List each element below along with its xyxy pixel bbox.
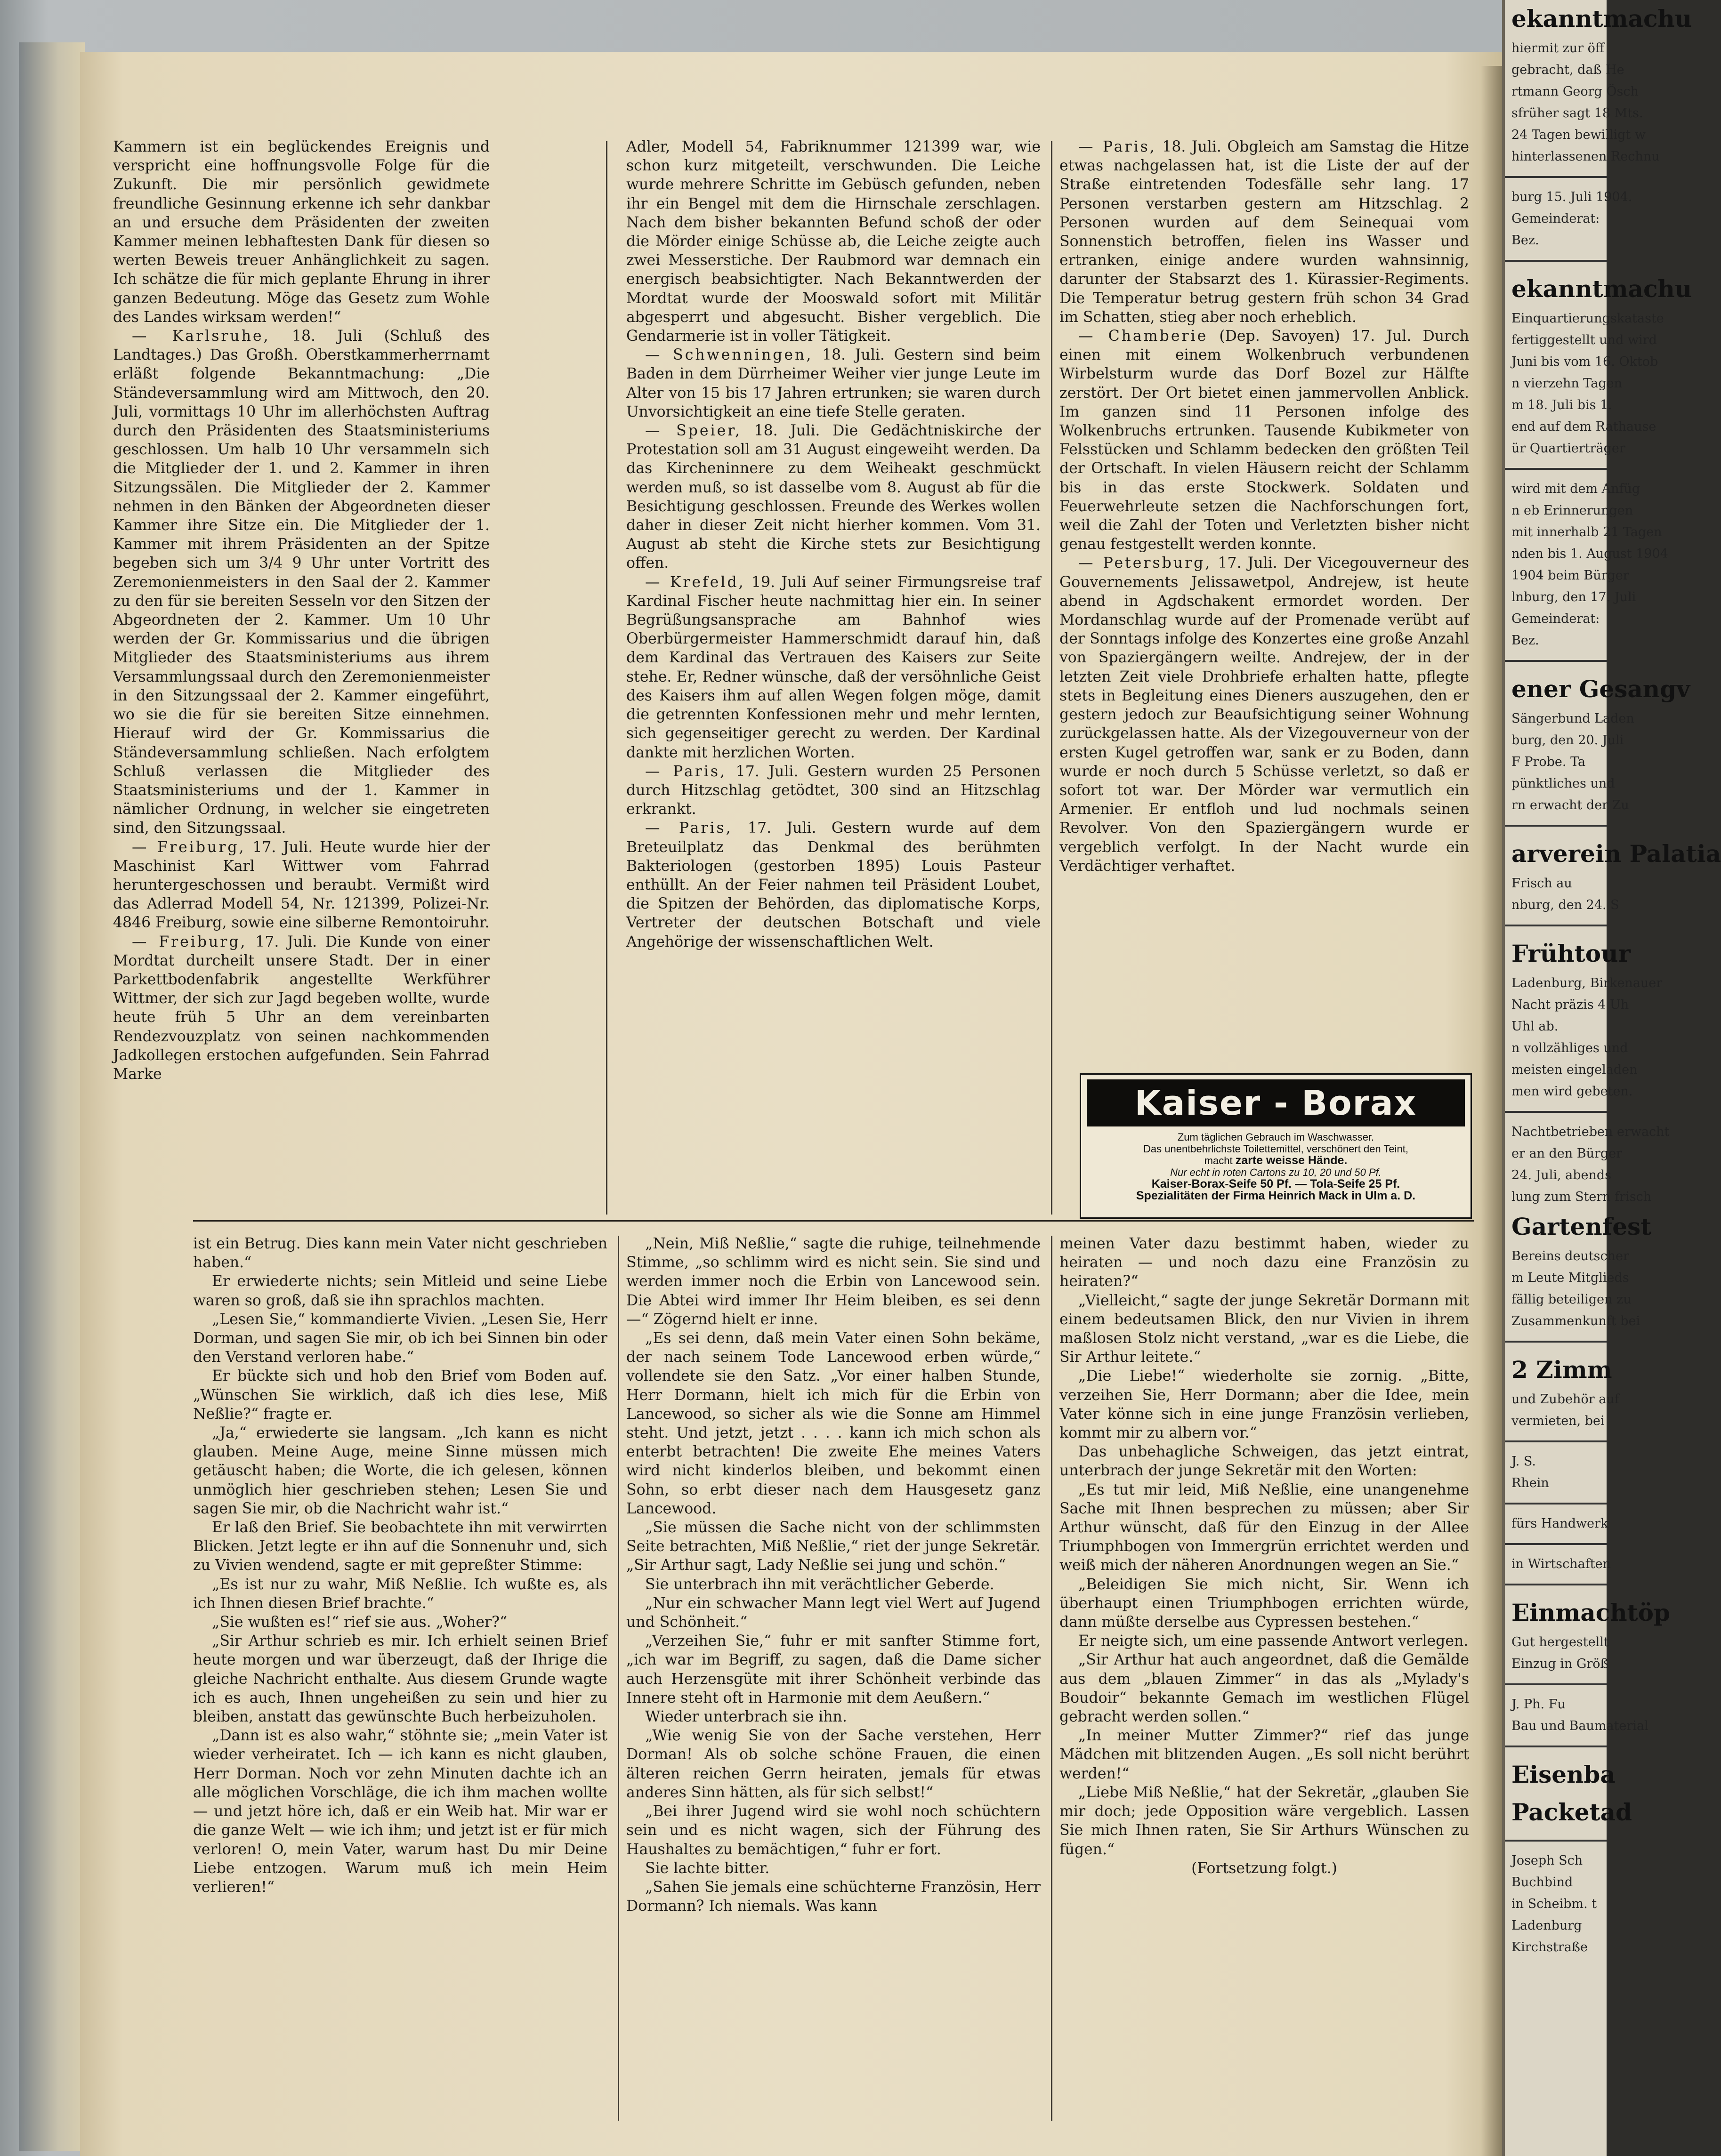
edge-fragment: ekanntmachu <box>1511 275 1692 303</box>
edge-fragment: Einmachtöp <box>1511 1599 1670 1626</box>
edge-rule <box>1505 1746 1607 1747</box>
edge-fragment: Packetad <box>1511 1798 1632 1826</box>
page-fold-shadow <box>1481 66 1502 2156</box>
paragraph-text: 18. Juli. Gestern sind beim Baden in dem Dürrheimer Weiher vier junge Leute im Alter von 15 bis 17 Jahren ertrunken; sie waren durch Unvorsichtigkeit an eine tiefe Stelle geraten. <box>626 346 1041 420</box>
edge-fragment: Bau und Baumaterial <box>1511 1719 1648 1733</box>
edge-fragment: burg, den 20. Juli <box>1511 733 1624 748</box>
edge-fragment: Uhl ab. <box>1511 1019 1559 1034</box>
edge-rule <box>1505 468 1607 470</box>
edge-fragment: ekanntmachu <box>1511 5 1692 32</box>
edge-fragment: in Scheibm. t <box>1511 1897 1597 1911</box>
paragraph <box>626 1878 1041 1915</box>
paragraph <box>626 762 1041 819</box>
edge-fragment: wird mit dem Anfüg <box>1511 482 1640 496</box>
paragraph-text: „Sir Arthur hat auch angeordnet, daß die Gemälde aus dem „blauen Zimmer“ in das als „Mylady's Boudoir“ bekannte Gemach im westlichen Flügel gebracht werden sollen.“ <box>1059 1651 1469 1726</box>
paragraph-text: 17. Juli. Heute wurde hier der Maschinist Karl Wittwer vom Fahrrad heruntergeschossen und beraubt. Vermißt wird das Adlerrad Modell 54, Nr. 121399, Polizei-Nr. 4846 Freiburg, sowie eine silberne Remontoiruhr. <box>113 838 490 932</box>
dateline: — Paris, <box>645 820 733 837</box>
edge-fragment: n vierzehn Tagen <box>1511 376 1622 391</box>
edge-fragment: fürs Handwerk <box>1511 1516 1608 1531</box>
edge-fragment: hiermit zur öff <box>1511 41 1605 56</box>
paragraph <box>1059 1859 1469 1878</box>
paragraph <box>1059 327 1469 554</box>
paragraph-text: „Sir Arthur schrieb es mir. Ich erhielt seinen Brief heute morgen und war überzeugt, daß der Ihrige die gleiche Nachricht enthalte. Aus diesem Grunde wagte ich es auch, Ihnen ungeheißen zu sein und hier zu bleiben, anstatt das gewünschte Buch herbeizuholen. <box>193 1633 607 1726</box>
edge-rule <box>1505 1503 1607 1504</box>
ad-line: macht zarte weisse Hände. <box>1204 1154 1348 1167</box>
paragraph-text: Sie lachte bitter. <box>645 1859 770 1877</box>
paragraph-text: Das unbehagliche Schweigen, das jetzt eintrat, unterbrach der junge Sekretär mit den Worten: <box>1059 1443 1469 1480</box>
paragraph-text: „Liebe Miß Neßlie,“ hat der Sekretär, „glauben Sie mir doch; jede Opposition wäre vergeblich. Lassen Sie mich Ihnen raten, Sie Sir Arthurs Wünschen zu fügen.“ <box>1059 1784 1469 1858</box>
paragraph <box>626 421 1041 573</box>
paragraph-text: Er laß den Brief. Sie beobachtete ihn mit verwirrten Blicken. Jetzt legte er ihn auf die Sonnenuhr und, sich zu Vivien wendend, sagte er mit gepreßter Stimme: <box>193 1519 607 1574</box>
paragraph-text: Wieder unterbrach sie ihn. <box>645 1708 847 1726</box>
paragraph <box>1059 1442 1469 1480</box>
paragraph <box>626 1726 1041 1802</box>
edge-fragment: n vollzähliges und <box>1511 1041 1628 1055</box>
paragraph-text: „Lesen Sie,“ kommandierte Vivien. „Lesen Sie, Herr Dorman, und sagen Sie mir, ob ich bei Sinnen bin oder den Verstand verloren habe.“ <box>193 1311 607 1366</box>
paragraph <box>626 1707 1041 1726</box>
edge-fragment: Ladenburg, Birkenauer <box>1511 976 1663 990</box>
paragraph-text: 18. Juli. Die Gedächtniskirche der Protestation soll am 31 August eingeweiht werden. Da das Kircheninnere zu dem Weiheakt geschmückt werden muß, so ist dasselbe vom 8. August ab für die Besichtigung geschlossen. Freunde des Werkes wollen daher in dieser Zeit nicht hierher kommen. Vom 31. August ab steht die Kirche stets zur Besichtigung offen. <box>626 422 1041 572</box>
edge-fragment: Buchbind <box>1511 1875 1573 1890</box>
paragraph-text: 17. Juli. Gestern wurden 25 Personen durch Hitzschlag getödtet, 300 sind an Hitzschlag erkrankt. <box>626 763 1041 818</box>
paragraph <box>626 1329 1041 1518</box>
paragraph <box>626 573 1041 762</box>
edge-fragment: gebracht, daß He <box>1511 63 1624 77</box>
edge-fragment: Gemeinderat: <box>1511 611 1600 626</box>
edge-fragment: vermieten, bei <box>1511 1414 1605 1428</box>
paragraph <box>1059 1367 1469 1442</box>
paragraph-text: Adler, Modell 54, Fabriknummer 121399 war, wie schon kurz mitgeteilt, verschwunden. Die Leiche wurde mehrere Schritte im Gebüsch gefunden, neben ihr ein Bengel mit dem die Hirnschale zerschlagen. Nach dem bisher bekannten Befund schoß der oder die Mörder einige Schüsse ab, die Leiche zeigte auch zwei Messerstiche. Der Raubmord war demnach ein energisch beabsichtigter. Nach Bekanntwerden der Mordtat wurde der Mooswald sofort mit Militär abgesperrt und abgesucht. Bisher vergeblich. Die Gendarmerie ist in voller Tätigkeit. <box>626 138 1041 345</box>
ad-line: Spezialitäten der Firma Heinrich Mack in Ulm a. D. <box>1136 1189 1416 1202</box>
dateline: — Krefeld, <box>645 573 745 591</box>
paragraph <box>626 1594 1041 1632</box>
paragraph <box>113 137 490 327</box>
edge-fragment: J. Ph. Fu <box>1511 1697 1566 1712</box>
edge-fragment: Kirchstraße <box>1511 1940 1588 1955</box>
edge-fragment: Frühtour <box>1511 940 1631 967</box>
paragraph <box>1059 1234 1469 1291</box>
paragraph-text: „Es sei denn, daß mein Vater einen Sohn bekäme, der nach seinem Tode Lancewood erben würde,“ vollendete sie den Satz. „Vor einer halben Stunde, Herr Dormann, hielt ich mich für die Erbin von Lancewood, so sicher als wie die Sonne am Himmel steht. Und jetzt, jetzt . . . . kann ich mich schon als enterbt betrachten! Die zweite Ehe meines Vaters wird nicht kinderlos bleiben, und bekommt einen Sohn, so erbt dieser nach dem Hausgesetz ganz Lancewood. <box>626 1330 1041 1517</box>
edge-rule <box>1505 176 1607 178</box>
paragraph-text: meinen Vater dazu bestimmt haben, wieder zu heiraten — und noch dazu eine Französin zu heiraten?“ <box>1059 1235 1469 1290</box>
edge-fragment: Joseph Sch <box>1511 1853 1583 1868</box>
paragraph <box>626 1518 1041 1575</box>
paragraph-text: 19. Juli Auf seiner Firmungsreise traf Kardinal Fischer heute nachmittag hier ein. In seiner Begrüßungsansprache am Bahnhof wies Oberbürgermeister Hammerschmidt darauf hin, daß dem Kardinal das Vertrauen des Kaisers zur Seite stehe. Er, Redner wünsche, daß der versöhnliche Geist des Kaisers ihm auf allen Wegen folgen möge, damit die getrennten Konfessionen mehr und mehr lernten, sich gegenseitiger gerecht zu werden. Der Kardinal dankte mit herzlichen Worten. <box>626 573 1041 761</box>
edge-fragment: pünktliches und <box>1511 776 1615 791</box>
paragraph-text: 17. Juli. Der Vicegouverneur des Gouvernements Jelissawetpol, Andrejew, ist heute abend in Agdschakent ermordet worden. Der Mordanschlag wurde auf der Promenade verübt auf der Sonntags infolge des Konzertes eine große Anzahl von Spaziergängern weilte. Andrejew, der in der letzten Zeit viele Drohbriefe erhalten hatte, pflegte stets in Begleitung eines Dieners auszugehen, den er gestern jedoch zur Beaufsichtigung seiner Wohnung zurückgelassen hatte. Als der Vizegouverneur von der ersten Kugel getroffen war, sank er zu Boden, dann wurde er noch durch 5 Schüsse verletzt, so daß er sofort tot war. Der Mörder war vermutlich ein Armenier. Er entfloh und lud nochmals seinen Revolver. Von den Spaziergängern wurde er vergeblich verfolgt. In der Nacht wurde ein Verdächtiger verhaftet. <box>1059 555 1469 875</box>
edge-rule <box>1505 1440 1607 1442</box>
edge-fragment: 2 Zimm <box>1511 1356 1612 1384</box>
serial-column-3 <box>1059 1234 1469 1878</box>
edge-fragment: m 18. Juli bis 1. <box>1511 398 1612 412</box>
paragraph <box>193 1726 607 1897</box>
edge-fragment: Rhein <box>1511 1476 1549 1490</box>
paragraph-text: (Fortsetzung folgt.) <box>1191 1859 1337 1877</box>
paragraph <box>1059 1575 1469 1632</box>
column-divider <box>1051 1236 1052 2121</box>
edge-rule <box>1505 1111 1607 1113</box>
edge-fragment: 1904 beim Bürger <box>1511 568 1629 583</box>
edge-fragment: Einzug in Größ <box>1511 1657 1609 1671</box>
edge-fragment: end auf dem Rathause <box>1511 419 1656 434</box>
paragraph-text: „Sahen Sie jemals eine schüchterne Französin, Herr Dormann? Ich niemals. Was kann <box>626 1878 1041 1915</box>
paragraph-text: „Die Liebe!“ wiederholte sie zornig. „Bitte, verzeihen Sie, Herr Dormann; aber die Idee, mein Vater könne sich in eine junge Französin verlieben, kommt mir zu albern vor.“ <box>1059 1368 1469 1442</box>
edge-fragment: m Leute Mitglieds <box>1511 1271 1629 1285</box>
edge-fragment: Juni bis vom 16. Oktob <box>1511 354 1658 369</box>
paragraph-text: 18. Juli (Schluß des Landtages.) Das Großh. Oberstkammerherrnamt erläßt folgende Bekanntmachung: „Die Ständeversammlung wird am Mittwoch, den 20. Juli, vormittags 10 Uhr im allerhöchsten Auftrag durch den Präsidenten des Staatsministeriums geschlossen. Um halb 10 Uhr versammeln sich die Mitglieder der 1. und 2. Kammer in ihren Sitzungssälen. Die Mitglieder der 2. Kammer nehmen in den Bänken der Abgeordneten dieser Kammer ihre Sitze ein. Die Mitglieder der 1. Kammer mit ihrem Präsidenten an der Spitze begeben sich um 3/4 9 Uhr unter Vortritt des Zeremonienmeisters in den Saal der 2. Kammer zu den für sie bereiten Sesseln vor den Sitzen der Abgeordneten der 2. Kammer. Um 10 Uhr werden der Gr. Kommissarius und die übrigen Mitglieder des Staatsministeriums aus ihrem Versammlungssaal durch den Zeremonienmeister in den Sitzungssaal der 2. Kammer eingeführt, wo sie die für sie bereiten Sitze einnehmen. Hierauf wird der Gr. Kommissarius die Ständeversammlung schließen. Nach erfolgtem Schluß verlassen die Mitglieder des Staatsministeriums und der 1. Kammer in nämlicher Ordnung, in welcher sie eingetreten sind, den Sitzungssaal. <box>113 328 490 837</box>
paragraph <box>113 933 490 1084</box>
edge-fragment: fällig beteiligen zu <box>1511 1292 1632 1307</box>
paragraph <box>626 819 1041 951</box>
edge-fragment: in Wirtschaften <box>1511 1557 1611 1571</box>
paragraph-text: 17. Juli. Gestern wurde auf dem Breteuilplatz das Denkmal des berühmten Bakteriologen (gestorben 1895) Louis Pasteur enthüllt. An der Feier nahmen teil Präsident Loubet, die Spitzen der Behörden, das diplomatische Korps, Vertreter der deutschen Botschaft und viele Angehörige der wissenschaftlichen Welt. <box>626 820 1041 950</box>
edge-fragment: n eb Erinnerungen <box>1511 503 1633 518</box>
edge-rule <box>1505 1341 1607 1343</box>
edge-fragment: Frisch au <box>1511 876 1572 891</box>
paragraph-text: „Nein, Miß Neßlie,“ sagte die ruhige, teilnehmende Stimme, „so schlimm wird es nicht sein. Sie sind und werden immer noch die Erbin von Lancewood sein. Die Abtei wird immer Ihr Heim bleiben, es sei denn —“ Zögernd hielt er inne. <box>626 1235 1041 1328</box>
paragraph-text: Er neigte sich, um eine passende Antwort verlegen. <box>1078 1633 1469 1650</box>
edge-fragment: rtmann Georg Ösch <box>1511 84 1639 99</box>
edge-fragment: lung zum Stern frisch <box>1511 1190 1652 1204</box>
paragraph-text: Er bückte sich und hob den Brief vom Boden auf. „Wünschen Sie wirklich, daß ich dies lese, Miß Neßlie?“ fragte er. <box>193 1368 607 1423</box>
edge-rule <box>1505 825 1607 827</box>
edge-fragment: Eisenba <box>1511 1761 1616 1788</box>
paragraph <box>1059 1632 1469 1650</box>
edge-rule <box>1505 1584 1607 1585</box>
paragraph-text: „Verzeihen Sie,“ fuhr er mit sanfter Stimme fort, „ich war im Begriff, zu sagen, daß die Dame sicher auch Herzensgüte mit ihrer Schönheit verbinde das Innere steht oft in Harmonie mit dem Aeußern.“ <box>626 1633 1041 1706</box>
paragraph <box>626 137 1041 346</box>
edge-fragment: und Zubehör auf <box>1511 1392 1619 1407</box>
dateline: — Schwenningen, <box>645 346 813 364</box>
adjacent-page-edge <box>1502 0 1721 2156</box>
edge-rule <box>1505 925 1607 926</box>
paragraph <box>1059 1783 1469 1859</box>
paragraph <box>113 327 490 837</box>
edge-fragment: rn erwacht der Zu <box>1511 798 1629 813</box>
news-column-2 <box>626 137 1041 951</box>
edge-fragment: nden bis 1. August 1904 <box>1511 547 1668 561</box>
paragraph <box>193 1632 607 1726</box>
paragraph-text: Kammern ist ein beglückendes Ereignis und verspricht eine hoffnungsvolle Folge für die Zukunft. Die mir persönlich gewidmete freundliche Gesinnung erkenne ich sehr dankbar an und ersuche dem Präsidenten der zweiten Kammer meinen lebhaftesten Dank für diesen so werten Beweis treuer Anhänglichkeit zu sagen. Ich schätze die für mich geplante Ehrung in ihrer ganzen Bedeutung. Möge das Gesetz zum Wohle des Landes wirksam werden!“ <box>113 138 490 326</box>
edge-fragment: 24. Juli, abends <box>1511 1168 1612 1183</box>
paragraph <box>193 1424 607 1518</box>
edge-fragment: Nachtbetrieben erwacht <box>1511 1125 1670 1139</box>
edge-fragment: mit innerhalb 21 Tagen <box>1511 525 1662 539</box>
edge-fragment: arverein Palatia <box>1511 840 1721 868</box>
paragraph <box>626 1234 1041 1329</box>
paragraph-text: „Dann ist es also wahr,“ stöhnte sie; „mein Vater ist wieder verheiratet. Ich — ich kann es nicht glauben, Herr Dorman. Noch vor zehn Minuten dachte ich an alle möglichen Vorschläge, die ich ihm machen wollte — und jetzt höre ich, daß er ein Weib hat. Mir war er die ganze Welt — wie ich ihm; und jetzt ist er für mich verloren! O, mein Vater, warum hast Du mir Deine Liebe entzogen. Warum muß ich mein Heim verlieren!“ <box>193 1727 607 1896</box>
paragraph-text: „Es tut mir leid, Miß Neßlie, eine unangenehme Sache mit Ihnen besprechen zu müssen; aber Sir Arthur wünscht, daß für den Einzug in der Allee Triumphbogen von Immergrün errichtet werden und weiß mich der näheren Anordnungen wegen an Sie.“ <box>1059 1481 1469 1574</box>
paragraph <box>1059 554 1469 875</box>
paragraph-text: „Sie wußten es!“ rief sie aus. „Woher?“ <box>212 1614 508 1631</box>
paragraph-text: Sie unterbrach ihn mit verächtlicher Geberde. <box>645 1576 994 1593</box>
paragraph-text: „Nur ein schwacher Mann legt viel Wert auf Jugend und Schönheit.“ <box>626 1594 1041 1631</box>
column-divider <box>1051 141 1052 1215</box>
paragraph-text: „Vielleicht,“ sagte der junge Sekretär Dormann mit einem bedeutsamen Blick, den nur Vivien in ihrem maßlosen Stolz nicht verstand, „war es die Liebe, die Sir Arthur leitete.“ <box>1059 1292 1469 1366</box>
paragraph-text: Er erwiederte nichts; sein Mitleid und seine Liebe waren so groß, daß sie ihn sprachlos machten. <box>193 1273 607 1309</box>
paragraph <box>1059 1291 1469 1367</box>
edge-fragment: Ladenburg <box>1511 1918 1582 1933</box>
paragraph <box>626 1802 1041 1859</box>
ad-line: Zum täglichen Gebrauch im Waschwasser. <box>1177 1131 1374 1143</box>
paragraph-text: ist ein Betrug. Dies kann mein Vater nicht geschrieben haben.“ <box>193 1235 607 1271</box>
paragraph <box>193 1518 607 1575</box>
edge-fragment: Bez. <box>1511 233 1539 248</box>
edge-fragment: ür Quartierträger <box>1511 441 1625 456</box>
ad-line: Kaiser-Borax-Seife 50 Pf. — Tola-Seife 25 Pf. <box>1151 1177 1400 1191</box>
edge-fragment: Bez. <box>1511 633 1539 648</box>
paragraph-text: „Wie wenig Sie von der Sache verstehen, Herr Dorman! Als ob solche schöne Frauen, die einen älteren reichen Gerrn heiraten, jemals für etwas anderes Sinn hätten, als für sich selbst!“ <box>626 1727 1041 1801</box>
edge-rule <box>1505 1543 1607 1545</box>
dateline: — Paris, <box>645 763 727 780</box>
paragraph <box>626 1859 1041 1878</box>
column-divider <box>606 141 607 1215</box>
edge-fragment: sfrüher sagt 18 Mts. <box>1511 106 1643 121</box>
paragraph <box>1059 1480 1469 1575</box>
dateline: — Speier, <box>645 422 742 440</box>
edge-fragment: Gartenfest <box>1511 1213 1652 1240</box>
ad-line: Das unentbehrlichste Toilettemittel, verschönert den Teint, <box>1143 1143 1408 1155</box>
paragraph <box>1059 137 1469 327</box>
edge-fragment: fertiggestellt und wird <box>1511 333 1657 347</box>
dateline: — Chamberie <box>1078 328 1208 345</box>
paragraph-text: „Es ist nur zu wahr, Miß Neßlie. Ich wußte es, als ich Ihnen diesen Brief brachte.“ <box>193 1576 607 1612</box>
edge-fragment: F Probe. Ta <box>1511 755 1586 769</box>
book-binding <box>19 42 85 2151</box>
paragraph <box>626 1575 1041 1594</box>
ad-line: Nur echt in roten Cartons zu 10, 20 und 50 Pf. <box>1170 1166 1382 1178</box>
edge-fragment: Gut hergestellt <box>1511 1635 1609 1649</box>
edge-fragment: burg 15. Juli 1904. <box>1511 190 1632 204</box>
edge-fragment: J. S. <box>1511 1454 1536 1469</box>
column-divider <box>618 1236 619 2121</box>
paragraph-text: „Bei ihrer Jugend wird sie wohl noch schüchtern sein und es nicht wagen, sich der Führung des Haushaltes zu bemächtigen,“ fuhr er fort. <box>626 1803 1041 1858</box>
news-column-3 <box>1059 137 1469 876</box>
paragraph-text: „In meiner Mutter Zimmer?“ rief das junge Mädchen mit blitzenden Augen. „Es soll nicht berührt werden!“ <box>1059 1727 1469 1782</box>
paragraph-text: (Dep. Savoyen) 17. Jul. Durch einen mit einem Wolkenbruch verbundenen Wirbelsturm wurde das Dorf Bozel zur Hälfte zerstört. Der Ort bietet einen jammervollen Anblick. Im ganzen sind 11 Personen infolge des Wolkenbruchs ertrunken. Tausende Kubikmeter von Felsstücken und Schlamm bedecken den größten Teil der Ortschaft. In vielen Häusern reicht der Schlamm bis in das erste Stockwerk. Soldaten und Feuerwehrleute setzen die Nachforschungen fort, weil die Zahl der Toten und Verletzten bisher nicht genau festgestellt werden konnte. <box>1059 328 1469 553</box>
edge-fragment: Gemeinderat: <box>1511 211 1600 226</box>
edge-fragment: Nacht präzis 4 Uh <box>1511 998 1629 1012</box>
edge-rule <box>1505 1683 1607 1685</box>
edge-fragment: er an den Bürger <box>1511 1146 1623 1161</box>
edge-fragment: Sängerbund Laden <box>1511 711 1634 726</box>
serial-column-2 <box>626 1234 1041 1915</box>
serial-column-1 <box>193 1234 607 1897</box>
news-column-1 <box>113 137 490 1084</box>
paragraph <box>193 1310 607 1367</box>
edge-rule <box>1505 1840 1607 1842</box>
paragraph <box>193 1234 607 1272</box>
paragraph <box>626 1632 1041 1707</box>
paragraph-text: „Beleidigen Sie mich nicht, Sir. Wenn ich überhaupt einen Triumphbogen errichten würde, dann müßte derselbe aus Cypressen bestehen.“ <box>1059 1576 1469 1631</box>
edge-fragment: Einquartierungskataste <box>1511 311 1664 326</box>
paragraph <box>1059 1726 1469 1783</box>
dateline: — Petersburg, <box>1078 555 1212 572</box>
paragraph <box>1059 1650 1469 1726</box>
paragraph <box>626 346 1041 421</box>
edge-fragment: men wird gebeten. <box>1511 1084 1633 1099</box>
dateline: — Freiburg, <box>132 838 246 856</box>
edge-rule <box>1505 660 1607 662</box>
edge-fragment: lnburg, den 17. Juli <box>1511 590 1636 604</box>
dateline: — Paris, <box>1078 138 1156 155</box>
edge-rule <box>1505 260 1607 262</box>
paragraph <box>193 1367 607 1424</box>
edge-fragment: nburg, den 24. S <box>1511 898 1619 912</box>
paragraph <box>193 1272 607 1310</box>
dateline: — Freiburg, <box>132 933 247 950</box>
edge-fragment: Bereins deutscher <box>1511 1249 1629 1263</box>
edge-fragment: hinterlassenen Rechnu <box>1511 149 1660 164</box>
dateline: — Karlsruhe, <box>132 328 270 345</box>
edge-fragment: ener Gesangv <box>1511 675 1690 703</box>
ad-banner: Kaiser - Borax <box>1087 1079 1465 1126</box>
paragraph <box>193 1613 607 1632</box>
kaiser-borax-advertisement <box>1080 1073 1472 1219</box>
edge-fragment: 24 Tagen bewilligt w <box>1511 128 1646 142</box>
edge-fragment: Zusammenkunft bei <box>1511 1314 1640 1328</box>
paragraph-text: 18. Juli. Obgleich am Samstag die Hitze etwas nachgelassen hat, ist die Liste der auf der Straße eintretenden Todesfälle sehr lang. 17 Personen verstarben gestern am Hitzschlag. 2 Personen wurden auf dem Seinequai vom Sonnenstich betroffen, fielen ins Wasser und ertranken, einige andere wurden wahnsinnig, darunter der Stabsarzt des 1. Kürassier-Regiments. Die Temperatur betrug gestern früh schon 34 Grad im Schatten, stieg aber noch erheblich. <box>1059 138 1469 326</box>
paragraph-text: „Ja,“ erwiederte sie langsam. „Ich kann es nicht glauben. Meine Auge, meine Sinne müssen mich getäuscht haben; die Worte, die ich gelesen, können unmöglich hier geschrieben stehen; Lesen Sie und sagen Sie mir, ob die Nachricht wahr ist.“ <box>193 1424 607 1517</box>
paragraph <box>193 1575 607 1613</box>
paragraph <box>113 838 490 933</box>
section-divider <box>193 1220 1474 1222</box>
paragraph-text: 17. Juli. Die Kunde von einer Mordtat durcheilt unsere Stadt. Der in einer Parkettbodenfabrik angestellte Werkführer Wittmer, der sich zur Jagd begeben wollte, wurde heute früh 5 Uhr an dem vereinbarten Rendezvouzplatz von seinen nachkommenden Jadkollegen erstochen aufgefunden. Sein Fahrrad Marke <box>113 933 490 1083</box>
paragraph-text: „Sie müssen die Sache nicht von der schlimmsten Seite betrachten, Miß Neßlie,“ riet der junge Sekretär. „Sir Arthur sagt, Lady Neßlie sei jung und schön.“ <box>626 1519 1041 1574</box>
edge-fragment: meisten eingeladen <box>1511 1062 1638 1077</box>
